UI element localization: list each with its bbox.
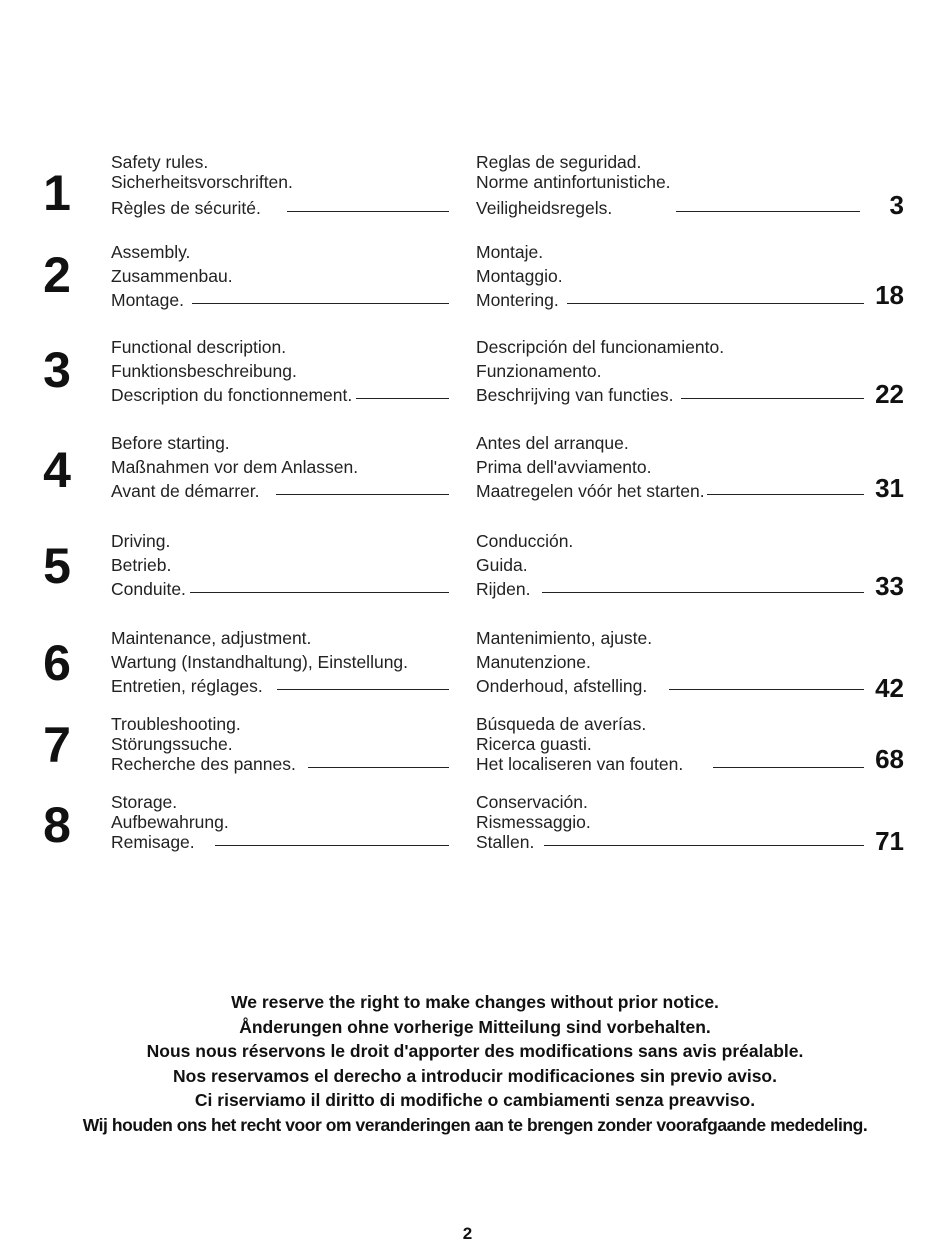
- toc-entry-nl[interactable]: [476, 288, 864, 312]
- leader-line: [567, 303, 864, 304]
- section-number: 8: [43, 797, 71, 853]
- toc-entry-nl-label: Stallen.: [476, 832, 535, 852]
- leader-line: [669, 689, 864, 690]
- toc-entry-fr[interactable]: [111, 674, 451, 698]
- change-notice: [0, 990, 950, 1137]
- notice-line-de: Ånderungen ohne vorherige Mitteilung sind vorbehalten.: [239, 1016, 711, 1037]
- leader-line: [215, 845, 449, 846]
- toc-left-column: [111, 240, 451, 312]
- leader-line: [544, 845, 864, 846]
- toc-entry-nl[interactable]: [476, 577, 864, 601]
- toc-entry-fr-label: Recherche des pannes.: [111, 754, 296, 774]
- section-number: 1: [43, 165, 71, 221]
- notice-line-nl: Wij houden ons het recht voor om veranderingen aan te brengen zonder voorafgaande mededeling.: [82, 1114, 868, 1135]
- leader-line: [681, 398, 864, 399]
- leader-line: [707, 494, 864, 495]
- toc-entry-fr-label: Montage.: [111, 290, 184, 310]
- page-number: 2: [462, 1224, 473, 1243]
- toc-entry-nl-label: Rijden.: [476, 579, 531, 599]
- section-number: 4: [43, 442, 71, 498]
- leader-line: [676, 211, 860, 212]
- toc-entry-en: Storage.: [111, 792, 178, 812]
- toc-entry-nl-label: Beschrijving van functies.: [476, 385, 674, 405]
- toc-entry-de: Funktionsbeschreibung.: [111, 361, 297, 381]
- notice-line-en: We reserve the right to make changes without prior notice.: [231, 992, 719, 1012]
- toc-entry-nl[interactable]: [476, 383, 864, 407]
- section-number: 2: [43, 247, 71, 303]
- toc-entry-en: Assembly.: [111, 242, 191, 262]
- leader-line: [308, 767, 449, 768]
- toc-right-column: [476, 792, 864, 852]
- toc-left-column: [111, 335, 451, 407]
- notice-line-it: Ci riserviamo il diritto di modifiche o cambiamenti senza preavviso.: [194, 1090, 756, 1110]
- toc-entry-nl-label: Montering.: [476, 290, 559, 310]
- leader-line: [276, 494, 449, 495]
- toc-right-column: [476, 714, 864, 774]
- leader-line: [713, 767, 864, 768]
- toc-entry-de: Sicherheitsvorschriften.: [111, 172, 293, 192]
- page-reference[interactable]: 3: [889, 190, 904, 220]
- toc-entry-es: Reglas de seguridad.: [476, 152, 642, 172]
- toc-entry-es: Conducción.: [476, 531, 574, 551]
- toc-entry-nl[interactable]: [476, 832, 864, 852]
- toc-entry-fr[interactable]: [111, 832, 451, 852]
- toc-left-column: [111, 714, 451, 774]
- toc-entry-it: Norme antinfortunistiche.: [476, 172, 671, 192]
- toc-entry-nl[interactable]: [476, 674, 864, 698]
- toc-entry-fr[interactable]: [111, 288, 451, 312]
- toc-entry-it: Funzionamento.: [476, 361, 602, 381]
- toc-entry-fr[interactable]: [111, 577, 451, 601]
- leader-line: [542, 592, 864, 593]
- section-number: 7: [43, 717, 71, 773]
- toc-entry-it: Prima dell'avviamento.: [476, 457, 652, 477]
- section-number: 5: [43, 538, 71, 594]
- toc-entry-de: Aufbewahrung.: [111, 812, 229, 832]
- toc-entry-de: Maßnahmen vor dem Anlassen.: [111, 457, 359, 477]
- toc-entry-en: Driving.: [111, 531, 171, 551]
- toc-entry-fr-label: Entretien, réglages.: [111, 676, 263, 696]
- toc-left-column: [111, 529, 451, 601]
- toc-entry-fr-label: Conduite.: [111, 579, 186, 599]
- toc-entry-fr[interactable]: [111, 196, 451, 220]
- toc-entry-de: Betrieb.: [111, 555, 172, 575]
- page-reference[interactable]: 68: [875, 744, 904, 774]
- toc-left-column: [111, 626, 471, 698]
- toc-entry-fr-label: Remisage.: [111, 832, 195, 852]
- toc-entry-en: Safety rules.: [111, 152, 209, 172]
- toc-entry-nl-label: Het localiseren van fouten.: [476, 754, 684, 774]
- page-reference[interactable]: 42: [875, 673, 904, 703]
- leader-line: [356, 398, 449, 399]
- toc-entry-nl[interactable]: [476, 196, 860, 220]
- toc-entry-nl-label: Onderhoud, afstelling.: [476, 676, 648, 696]
- section-number: 6: [43, 635, 71, 691]
- notice-line-fr: Nous nous réservons le droit d'apporter des modifications sans avis préalable.: [146, 1041, 804, 1061]
- toc-entry-en: Troubleshooting.: [111, 714, 241, 734]
- toc-entry-es: Mantenimiento, ajuste.: [476, 628, 653, 648]
- toc-left-column: [111, 150, 451, 220]
- toc-entry-de: Zusammenbau.: [111, 266, 233, 286]
- toc-right-column: [476, 529, 864, 601]
- toc-right-column: [476, 431, 864, 503]
- toc-entry-en: Functional description.: [111, 337, 287, 357]
- toc-entry-fr-label: Description du fonctionnement.: [111, 385, 353, 405]
- page-reference[interactable]: 31: [875, 473, 904, 503]
- toc-entry-de: Störungssuche.: [111, 734, 233, 754]
- toc-right-column: [476, 335, 864, 407]
- leader-line: [277, 689, 449, 690]
- toc-entry-fr[interactable]: [111, 479, 451, 503]
- leader-line: [190, 592, 449, 593]
- toc-right-column: [476, 240, 864, 312]
- toc-entry-it: Manutenzione.: [476, 652, 591, 672]
- leader-line: [192, 303, 449, 304]
- toc-entry-it: Montaggio.: [476, 266, 563, 286]
- toc-entry-de: Wartung (Instandhaltung), Einstellung.: [111, 652, 409, 672]
- toc-entry-it: Guida.: [476, 555, 528, 575]
- toc-entry-fr[interactable]: [111, 754, 451, 774]
- page-reference[interactable]: 22: [875, 379, 904, 409]
- section-number: 3: [43, 342, 71, 398]
- toc-entry-it: Rismessaggio.: [476, 812, 591, 832]
- toc-entry-it: Ricerca guasti.: [476, 734, 592, 754]
- toc-entry-es: Antes del arranque.: [476, 433, 629, 453]
- toc-entry-nl[interactable]: [476, 754, 864, 774]
- toc-left-column: [111, 792, 451, 852]
- toc-entry-es: Conservación.: [476, 792, 588, 812]
- toc-entry-nl[interactable]: [476, 479, 864, 503]
- toc-entry-es: Montaje.: [476, 242, 544, 262]
- toc-entry-fr[interactable]: [111, 383, 451, 407]
- toc-entry-fr-label: Règles de sécurité.: [111, 198, 261, 218]
- toc-entry-en: Before starting.: [111, 433, 230, 453]
- toc-entry-nl-label: Veiligheidsregels.: [476, 198, 613, 218]
- toc-entry-es: Descripción del funcionamiento.: [476, 337, 725, 357]
- toc-right-column: [476, 150, 860, 220]
- page-reference[interactable]: 33: [875, 571, 904, 601]
- page-reference[interactable]: 18: [875, 280, 904, 310]
- toc-entry-fr-label: Avant de démarrer.: [111, 481, 260, 501]
- toc-entry-es: Búsqueda de averías.: [476, 714, 647, 734]
- page-reference[interactable]: 71: [875, 826, 904, 856]
- toc-entry-nl-label: Maatregelen vóór het starten.: [476, 481, 705, 501]
- leader-line: [287, 211, 449, 212]
- toc-right-column: [476, 626, 864, 698]
- toc-left-column: [111, 431, 451, 503]
- notice-line-es: Nos reservamos el derecho a introducir modificaciones sin previo aviso.: [173, 1065, 777, 1086]
- toc-entry-en: Maintenance, adjustment.: [111, 628, 312, 648]
